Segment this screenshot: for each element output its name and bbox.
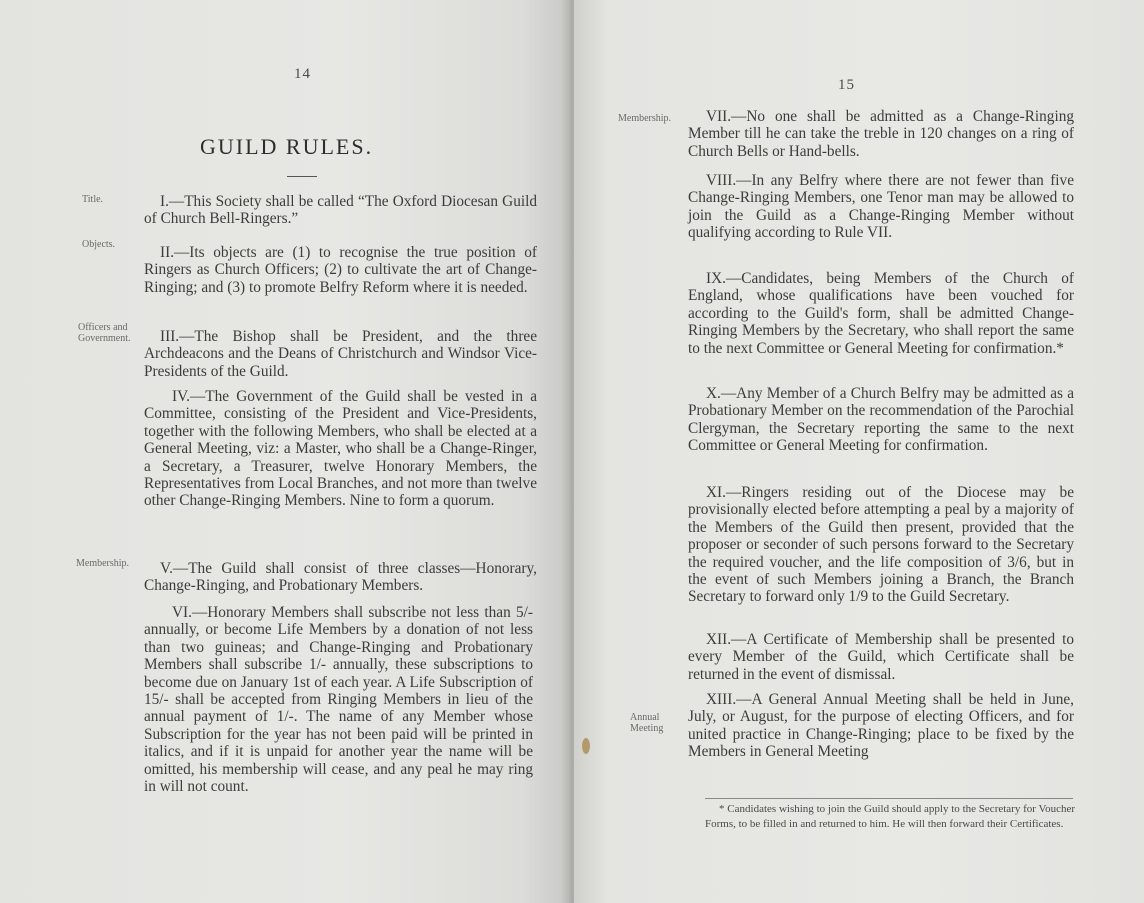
rule-8: VIII.—In any Belfry where there are not fewer than five Change-Ringing Members, one Tenor man may be allowed to join the Guild as a Change-Ringing Member without qualifying according to Rule VII. [688,172,1074,242]
margin-note-membership-left: Membership. [76,558,130,569]
margin-note-title: Title. [82,194,104,205]
margin-note-officers-line1: Officers and [78,322,128,333]
margin-note-objects: Objects. [82,239,116,250]
rule-1: I.—This Society shall be called “The Oxford Diocesan Guild of Church Bell-Ringers.” [144,193,537,228]
margin-note-membership-right: Membership. [618,113,672,124]
rule-12: XII.—A Certificate of Membership shall be presented to every Member of the Guild, which Certificate shall be returned in the event of dismissal. [688,631,1074,683]
rule-11: XI.—Ringers residing out of the Diocese may be provisionally elected before attempting a peal by a majority of the Members of the Guild then present, provided that the proposer or seconder of such persons forward to the Secretary the required voucher, and the life composition of 3/6, but in the event of such Members joining a Branch, the Branch Secretary to forward only 1/9 to the Guild Secretary. [688,484,1074,606]
margin-note-officers-line2: Government. [78,333,131,344]
margin-note-annual-meeting [630,712,663,734]
rule-7: VII.—No one shall be admitted as a Change-Ringing Member till he can take the treble in 120 changes on a ring of Church Bells or Hand-bells. [688,108,1074,160]
rule-13: XIII.—A General Annual Meeting shall be held in June, July, or August, for the purpose of electing Officers, and for united practice in Change-Ringing; place to be fixed by the Members in General Meeting [688,691,1074,761]
rule-9: IX.—Candidates, being Members of the Church of England, whose qualifications have been vouched for according to the Guild's form, shall be admitted Change-Ringing Members by the Secretary, who shall report the same to the next Committee or General Meeting for confirmation.* [688,270,1074,357]
rule-3: III.—The Bishop shall be President, and the three Archdeacons and the Deans of Christchurch and Windsor Vice-Presidents of the Guild. [144,328,537,380]
page-title: GUILD RULES. [200,134,374,159]
title-divider [287,176,317,177]
right-page [574,0,1144,903]
left-page [0,0,568,903]
rule-4: IV.—The Government of the Guild shall be vested in a Committee, consisting of the President and Vice-Presidents, together with the following Members, who shall be elected at a General Meeting, viz: a Master, who shall be a Change-Ringer, a Secretary, a Treasurer, twelve Honorary Members, the Representatives from Local Branches, and not more than twelve other Change-Ringing Members. Nine to form a quorum. [144,388,537,510]
margin-note-officers [78,322,131,344]
rule-5: V.—The Guild shall consist of three classes—Honorary, Change-Ringing, and Probationary Members. [144,560,537,595]
footnote: * Candidates wishing to join the Guild should apply to the Secretary for Voucher Forms, to be filled in and returned to him. He will then forward their Certificates. [705,803,1075,830]
rule-6: VI.—Honorary Members shall subscribe not less than 5/- annually, or become Life Members by a donation of not less than two guineas; and Change-Ringing and Probationary Members shall subscribe 1/- annually, these subscriptions to become due on January 1st of each year. A Life Subscription of 15/- shall be accepted from Ringing Members in lieu of the annual payment of 1/-. The name of any Member whose Subscription for the year has not been paid will be printed in italics, and if it is unpaid for another year the name will be omitted, his membership will cease, and any peal he may ring in will not count. [144,604,533,796]
margin-note-annual-line2: Meeting [630,723,664,734]
rule-10: X.—Any Member of a Church Belfry may be admitted as a Probationary Member on the recommendation of the Parochial Clergyman, the Secretary reporting the same to the next Committee or General Meeting for confirmation. [688,385,1074,455]
paper-stain [582,738,590,754]
page-number-left: 14 [294,66,311,82]
margin-note-annual-line1: Annual [630,712,660,723]
rule-2: II.—Its objects are (1) to recognise the true position of Ringers as Church Officers; (2) to cultivate the art of Change-Ringing; and (3) to promote Belfry Reform where it is needed. [144,244,537,296]
page-number-right: 15 [838,77,855,93]
